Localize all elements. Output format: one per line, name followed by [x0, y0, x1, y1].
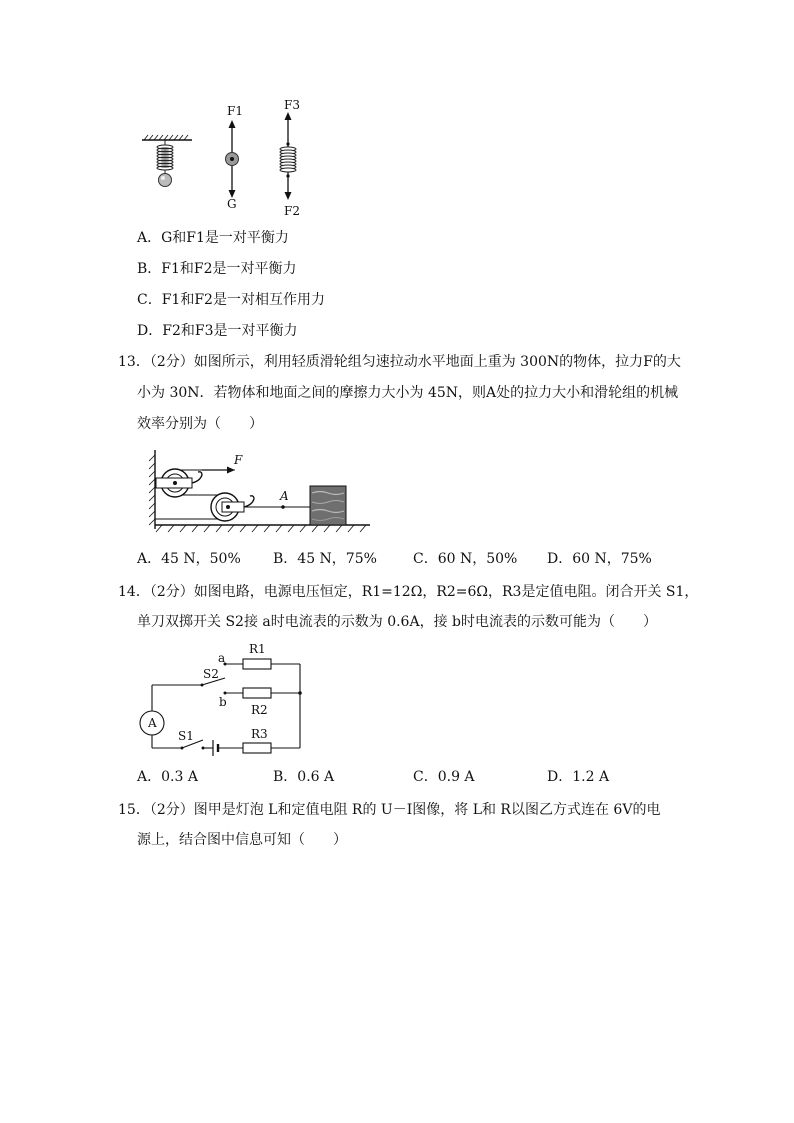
- q12-force-figure: [130, 95, 330, 220]
- label-r3: R3: [251, 727, 268, 741]
- wall: [149, 450, 155, 529]
- ceiling: [142, 135, 192, 140]
- force-arrow-f: [202, 453, 243, 474]
- q14-option-b[interactable]: B．0.6 A: [273, 769, 335, 785]
- q13-stem-line1: 13．（2分）如图所示，利用轻质滑轮组匀速拉动水平地面上重为 300N的物体，拉力F的大: [118, 354, 681, 370]
- q12-option-a[interactable]: A．G和F1是一对平衡力: [137, 230, 289, 246]
- svg-text:A: A: [148, 716, 157, 730]
- spring-forces: [280, 98, 300, 218]
- spring-left: [157, 140, 173, 174]
- label-g: G: [227, 197, 237, 211]
- block: [310, 486, 346, 525]
- q14-stem-line2: 单刀双掷开关 S2接 a时电流表的示数为 0.6A，接 b时电流表的示数可能为（ ）: [137, 614, 657, 630]
- label-f1: F1: [227, 104, 243, 118]
- q13-option-a[interactable]: A．45 N，50%: [137, 551, 241, 567]
- q12-option-d[interactable]: D．F2和F3是一对平衡力: [137, 323, 298, 339]
- resistor-r2: [243, 688, 271, 698]
- label-f3: F3: [284, 98, 300, 112]
- resistor-r3: [243, 743, 271, 753]
- q14-circuit-figure: [130, 640, 320, 760]
- q13-option-c[interactable]: C．60 N，50%: [413, 551, 518, 567]
- q14-option-c[interactable]: C．0.9 A: [413, 769, 475, 785]
- ball: [159, 174, 172, 187]
- label-f: F: [234, 453, 243, 467]
- q14-option-d[interactable]: D．1.2 A: [547, 769, 610, 785]
- label-f2: F2: [284, 204, 300, 218]
- label-r1: R1: [249, 642, 266, 656]
- q14-option-a[interactable]: A．0.3 A: [137, 769, 198, 785]
- label-s1: S1: [178, 729, 194, 743]
- ammeter: [140, 711, 164, 735]
- label-s2: S2: [203, 667, 219, 681]
- q12-option-c[interactable]: C．F1和F2是一对相互作用力: [137, 292, 325, 308]
- battery: [213, 740, 218, 756]
- ground: [155, 525, 370, 532]
- q14-stem-line1: 14．（2分）如图电路，电源电压恒定，R1=12Ω，R2=6Ω，R3是定值电阻。闭合开关 S1，: [118, 584, 699, 600]
- fixed-pulley: [156, 469, 202, 497]
- resistor-r1: [243, 659, 271, 669]
- label-a: a: [218, 651, 226, 665]
- q13-pulley-figure: [140, 447, 375, 535]
- q15-stem-line2: 源上，结合图中信息可知（ ）: [137, 832, 347, 848]
- label-r2: R2: [251, 703, 268, 717]
- q13-stem-line3: 效率分别为（ ）: [137, 416, 263, 432]
- q13-option-b[interactable]: B．45 N，75%: [273, 551, 377, 567]
- ball-forces: [226, 104, 243, 211]
- q12-option-b[interactable]: B．F1和F2是一对平衡力: [137, 261, 297, 277]
- q13-stem-line2: 小为 30N．若物体和地面之间的摩擦力大小为 45N，则A处的拉力大小和滑轮组的机械: [137, 385, 679, 401]
- q15-stem-line1: 15．（2分）图甲是灯泡 L和定值电阻 R的 U－I图像，将 L和 R以图乙方式连在 6V的电: [118, 802, 661, 818]
- label-a: A: [280, 489, 289, 503]
- q13-option-d[interactable]: D．60 N，75%: [547, 551, 652, 567]
- label-b: b: [219, 695, 227, 709]
